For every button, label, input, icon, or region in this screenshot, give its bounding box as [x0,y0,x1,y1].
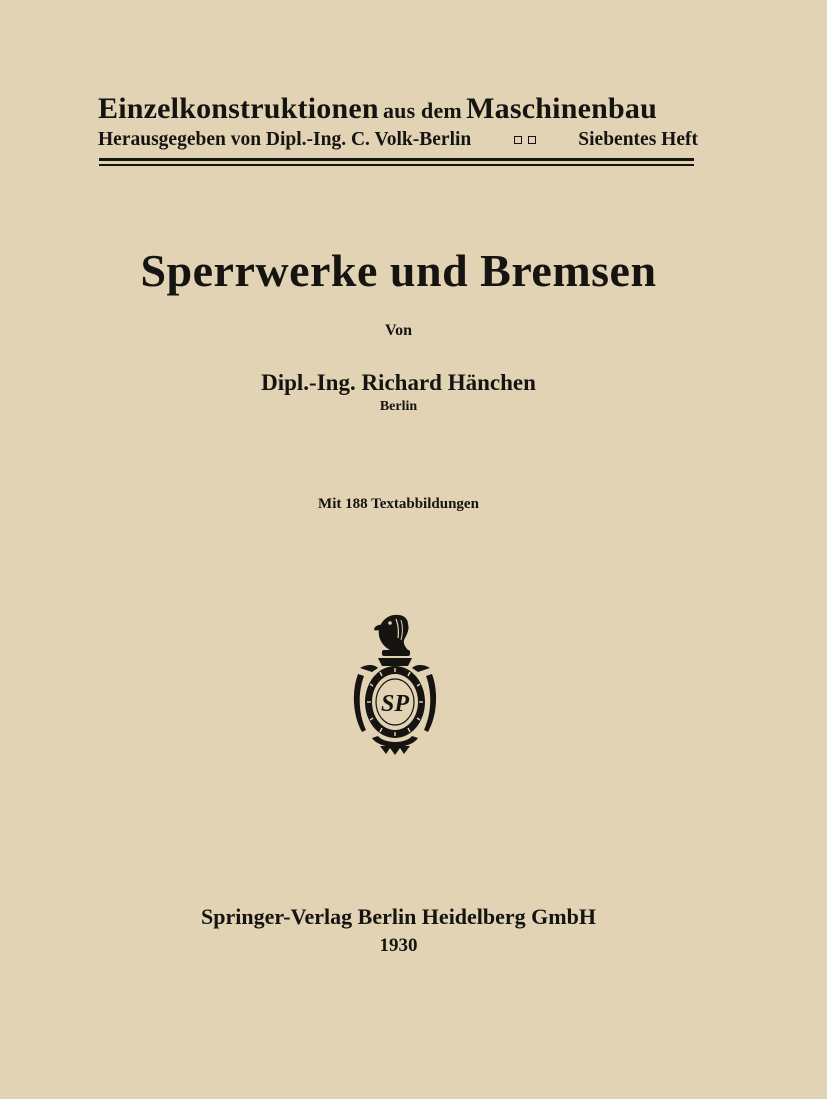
logo-monogram: SP [380,691,410,717]
publisher-name: Springer-Verlag Berlin Heidelberg GmbH [201,904,596,929]
square-icon [528,136,536,144]
header-rule-thin [99,164,694,166]
series-title-part1: Einzelkonstruktionen [98,92,379,125]
book-title: Sperrwerke und Bremsen [140,245,657,296]
series-title-part2: aus dem [382,98,462,123]
header-rule-thick [99,158,694,161]
series-editor: Herausgegeben von Dipl.-Ing. C. Volk-Berlin [98,129,472,150]
illustrations-note: Mit 188 Textabbildungen [318,496,479,512]
series-title [98,92,698,126]
series-volume: Siebentes Heft [578,129,698,150]
series-title-part3: Maschinenbau [466,92,657,125]
separator-squares-icon [514,136,536,144]
series-editor-line [98,129,698,151]
square-icon [514,136,522,144]
by-label: Von [385,322,412,339]
publication-year: 1930 [379,935,418,956]
author-city: Berlin [379,399,418,414]
springer-knight-logo-icon [350,610,440,756]
author-name: Dipl.-Ing. Richard Hänchen [261,370,536,395]
